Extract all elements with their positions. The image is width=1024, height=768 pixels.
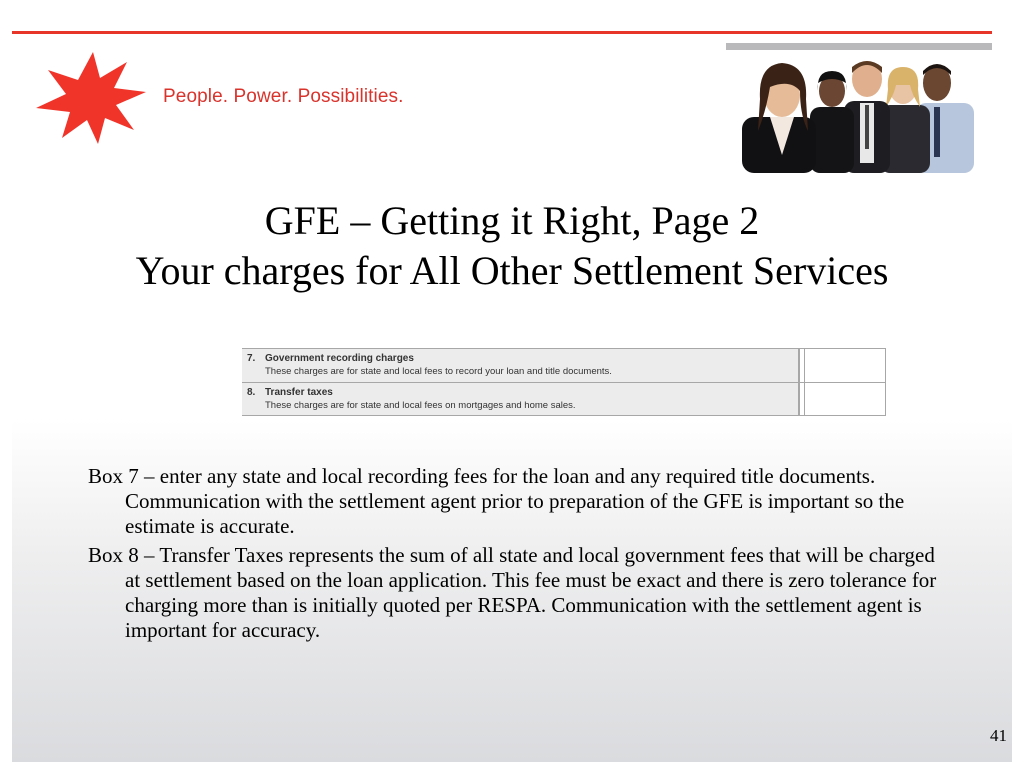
table-border-top (242, 348, 886, 349)
gfe-row-title: Transfer taxes (265, 387, 333, 398)
title-line-2: Your charges for All Other Settlement Services (135, 248, 889, 293)
gfe-row-title: Government recording charges (265, 353, 414, 364)
header-red-rule (12, 31, 992, 34)
company-tagline: People. Power. Possibilities. (163, 86, 404, 107)
gfe-row-number: 8. (247, 387, 256, 398)
gfe-row-number: 7. (247, 353, 256, 364)
gfe-row-description: These charges are for state and local fees on mortgages and home sales. (265, 400, 576, 411)
table-column-divider (798, 348, 800, 416)
header-gray-rule (726, 43, 992, 50)
gfe-row-8 (242, 383, 798, 416)
table-border-bottom (242, 415, 886, 416)
gfe-row-description: These charges are for state and local fees to record your loan and title documents. (265, 366, 612, 377)
slide-title (0, 196, 1024, 296)
title-line-1: GFE – Getting it Right, Page 2 (264, 198, 760, 243)
body-text (88, 464, 938, 647)
page-number: 41 (990, 726, 1007, 745)
group-of-people-photo (740, 55, 974, 173)
red-starburst-icon (30, 50, 150, 146)
paragraph-box-7: Box 7 – enter any state and local recording fees for the loan and any required title documents. Communication with the settlement agent prior to preparation of the GFE is important so the estimate is accurate. (88, 464, 905, 538)
paragraph-box-8: Box 8 – Transfer Taxes represents the sum of all state and local government fees that will be charged at settlement based on the loan application. This fee must be exact and there is zero tolerance for charging more than is initially quoted per RESPA. Communication with the settlement agent is important for accuracy. (88, 543, 937, 642)
gfe-form-excerpt (242, 348, 886, 416)
table-column-divider (804, 348, 805, 416)
table-border-middle (242, 382, 886, 383)
table-border-right (885, 348, 886, 416)
gfe-row-7 (242, 349, 798, 382)
